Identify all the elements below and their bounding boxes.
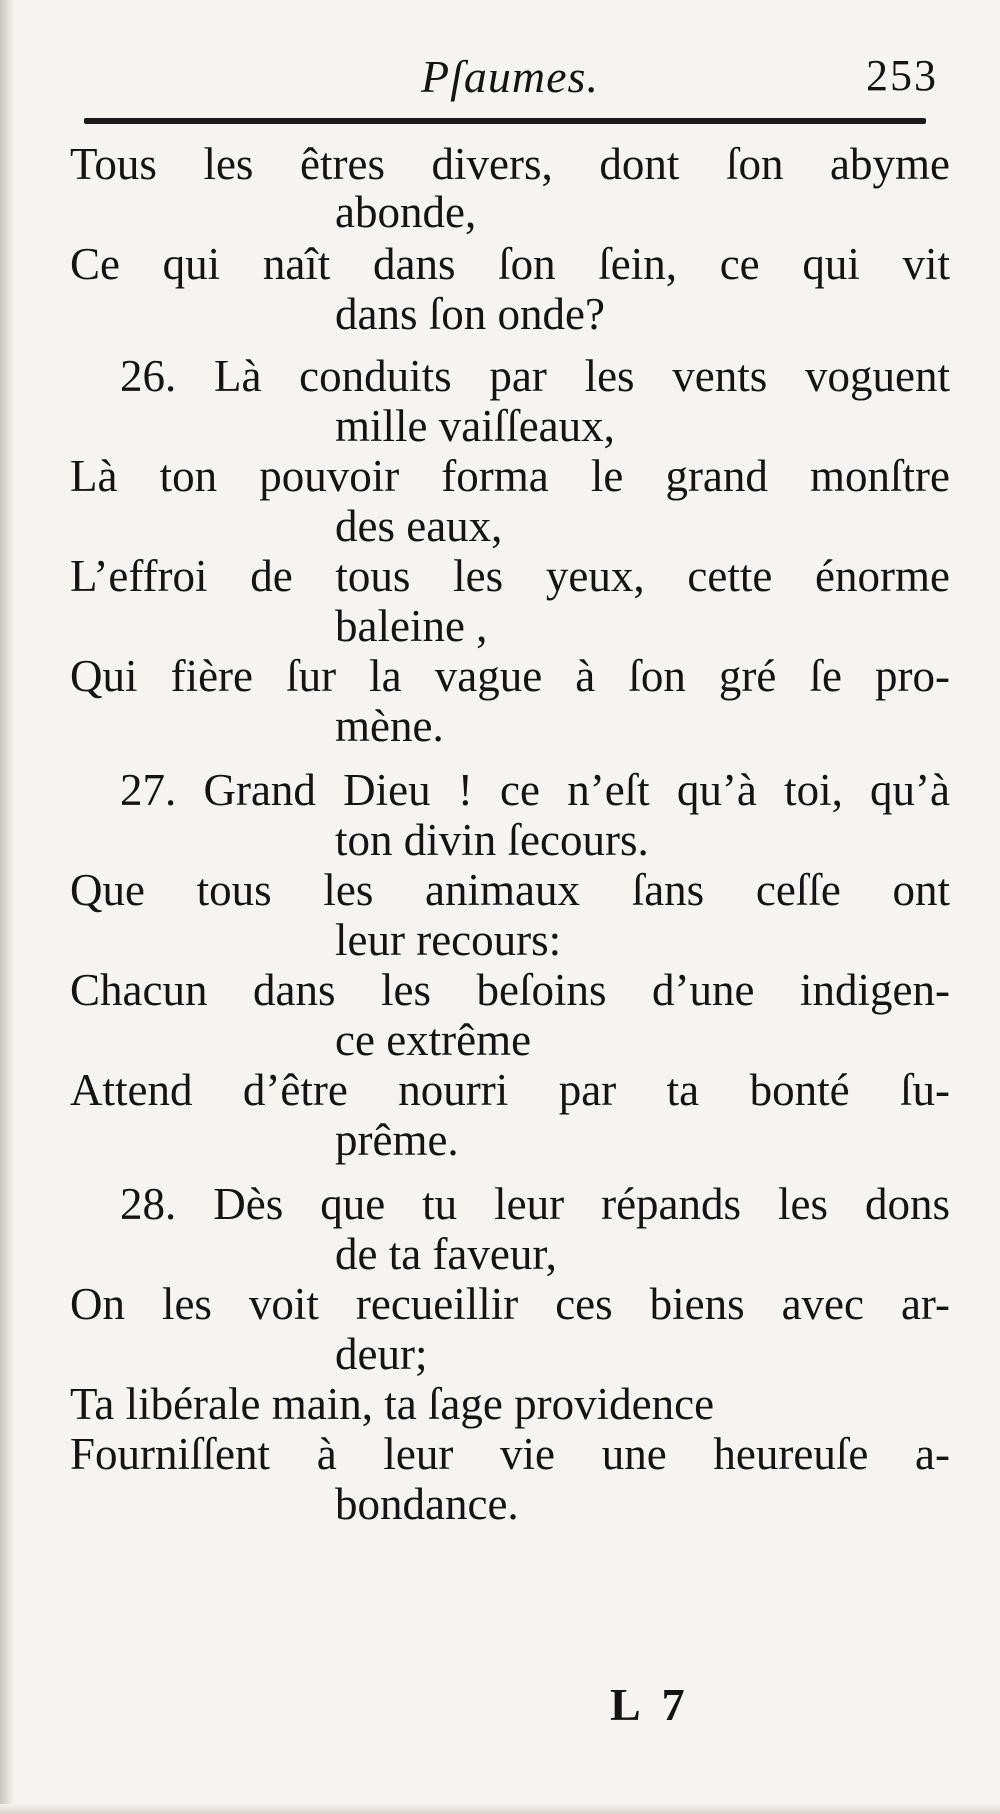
text-line: abonde, xyxy=(335,187,477,237)
text-line: Attend d’être nourri par ta bonté ſu- xyxy=(70,1065,950,1115)
text-line: Ce qui naît dans ſon ſein, ce qui vit xyxy=(70,239,950,289)
text-line: dans ſon onde? xyxy=(335,289,605,339)
text-line: bondance. xyxy=(335,1479,519,1529)
header-rule xyxy=(84,118,926,124)
text-line: leur recours: xyxy=(335,915,562,965)
verse-27-start: 27. Grand Dieu ! ce n’eſt qu’à toi, qu’à xyxy=(120,765,950,815)
text-line: prême. xyxy=(335,1115,459,1165)
text-line: Ta libérale main, ta ſage providence xyxy=(70,1379,715,1429)
verse-28-start: 28. Dès que tu leur répands les dons xyxy=(120,1179,950,1229)
text-line: ton divin ſecours. xyxy=(335,815,649,865)
text-line: mille vaiſſeaux, xyxy=(335,401,615,451)
page-bottom-edge xyxy=(0,1804,1000,1814)
text-line: deur; xyxy=(335,1329,428,1379)
signature-mark: L 7 xyxy=(610,1679,691,1730)
text-line: mène. xyxy=(335,701,444,751)
text-line: L’effroi de tous les yeux, cette énorme xyxy=(70,551,950,601)
page-binding-edge xyxy=(0,0,14,1814)
verse-26-start: 26. Là conduits par les vents voguent xyxy=(120,351,950,401)
text-line: Chacun dans les beſoins d’une indigen- xyxy=(70,965,950,1015)
text-line: Que tous les animaux ſans ceſſe ont xyxy=(70,865,950,915)
running-title: Pſaumes. xyxy=(421,51,599,102)
text-line: On les voit recueillir ces biens avec ar- xyxy=(70,1279,950,1329)
page-header xyxy=(80,40,940,110)
page-number: 253 xyxy=(866,51,938,100)
psalm-text xyxy=(70,138,950,1678)
text-line: des eaux, xyxy=(335,501,503,551)
text-line: de ta faveur, xyxy=(335,1229,557,1279)
text-line: Fourniſſent à leur vie une heureuſe a- xyxy=(70,1429,950,1479)
text-line: Là ton pouvoir forma le grand monſtre xyxy=(70,451,950,501)
text-line: Qui fière ſur la vague à ſon gré ſe pro- xyxy=(70,651,950,701)
text-line: Tous les êtres divers, dont ſon abyme xyxy=(70,139,950,189)
text-line: baleine , xyxy=(335,601,488,651)
text-line: ce extrême xyxy=(335,1015,532,1065)
